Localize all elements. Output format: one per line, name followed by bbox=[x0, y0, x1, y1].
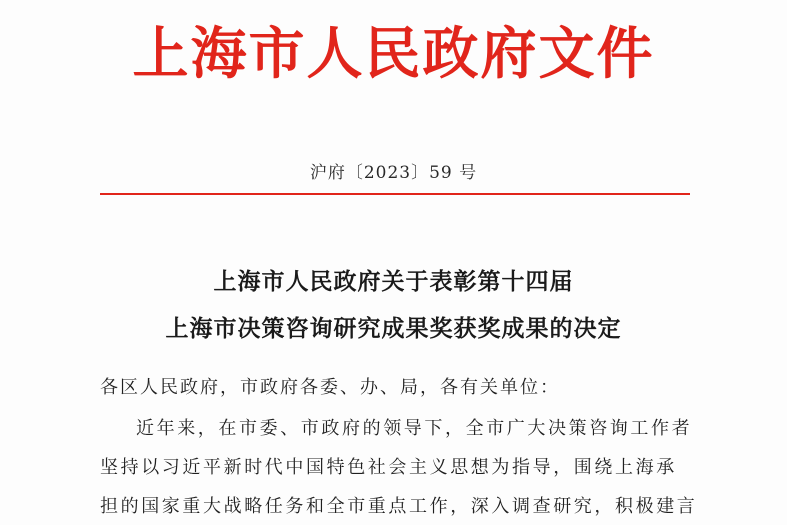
body-paragraph-line: 担的国家重大战略任务和全市重点工作，深入调查研究，积极建言 bbox=[100, 496, 698, 517]
document-title-line-1: 上海市人民政府关于表彰第十四届 bbox=[213, 268, 574, 295]
salutation: 各区人民政府，市政府各委、办、局，各有关单位： bbox=[100, 377, 560, 398]
red-divider-line bbox=[100, 193, 690, 195]
body-paragraph-line: 近年来，在市委、市政府的领导下，全市广大决策咨询工作者 bbox=[136, 418, 693, 439]
document-title-line-2: 上海市决策咨询研究成果奖获奖成果的决定 bbox=[165, 315, 622, 342]
body-paragraph-line: 坚持以习近平新时代中国特色社会主义思想为指导，围绕上海承 bbox=[100, 457, 677, 478]
masthead-title: 上海市人民政府文件 bbox=[132, 22, 655, 87]
document-number: 沪府〔2023〕59 号 bbox=[309, 163, 478, 183]
